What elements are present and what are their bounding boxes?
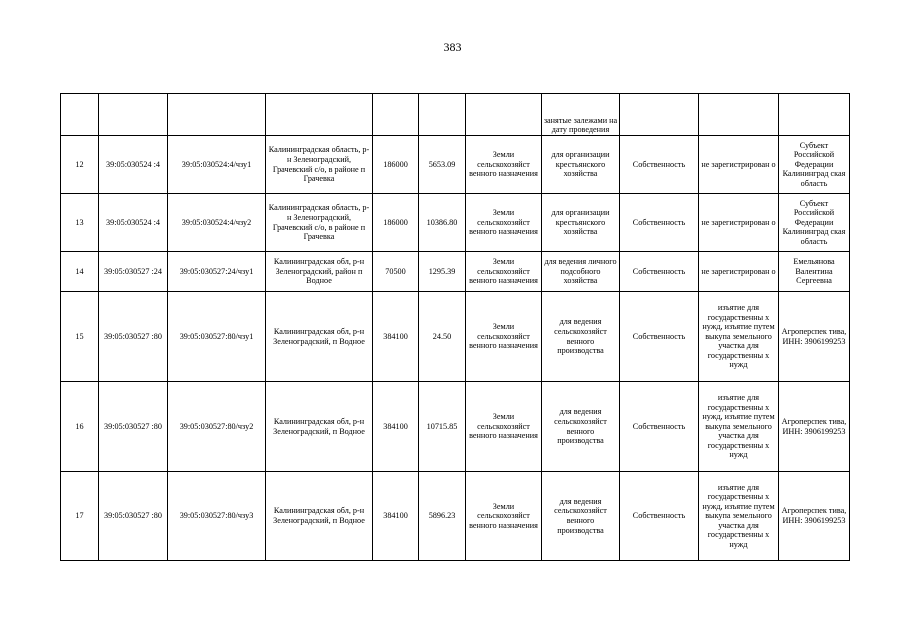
right-type-cell: Собственность [620,292,699,382]
encumbrance-cell: не зарегистрирован о [699,194,779,252]
total-area-cell: 186000 [373,136,419,194]
part-area-cell [419,94,466,136]
permitted-use-cell: занятые залежами на дату проведения [542,94,620,136]
land-category-cell: Земли сельскохозяйст венного назначения [466,382,542,472]
part-area-cell: 24.50 [419,292,466,382]
permitted-use-cell: для организации крестьянского хозяйства [542,194,620,252]
owner-cell: Агроперспек тива, ИНН: 3906199253 [779,292,850,382]
address-cell: Калининградская область, р-н Зеленоградский, Грачевский с/о, в районе п Грачевка [266,136,373,194]
cadastral-number-cell: 39:05:030527 :80 [99,472,168,561]
table-row [61,472,850,561]
page-number: 383 [443,40,462,54]
address-cell: Калининградская обл, р-н Зеленоградский, п Водное [266,292,373,382]
owner-cell: Емельянова Валентина Сергеевна [779,252,850,292]
table-row [61,194,850,252]
encumbrance-cell: не зарегистрирован о [699,136,779,194]
owner-cell [779,94,850,136]
row-number-cell [61,94,99,136]
row-number-cell: 13 [61,194,99,252]
owner-cell: Агроперспек тива, ИНН: 3906199253 [779,382,850,472]
total-area-cell: 384100 [373,382,419,472]
row-number-cell: 15 [61,292,99,382]
total-area-cell: 186000 [373,194,419,252]
part-number-cell: 39:05:030527:80/чзу3 [168,472,266,561]
table-row [61,382,850,472]
part-number-cell: 39:05:030524:4/чзу2 [168,194,266,252]
address-cell: Калининградская область, р-н Зеленоградский, Грачевский с/о, в районе п Грачевка [266,194,373,252]
owner-cell: Субъект Российской Федерации Калининград ская область [779,194,850,252]
table-body [61,94,850,561]
part-number-cell [168,94,266,136]
cadastral-number-cell: 39:05:030524 :4 [99,136,168,194]
row-number-cell: 16 [61,382,99,472]
table-row [61,94,850,136]
right-type-cell: Собственность [620,382,699,472]
part-area-cell: 5653.09 [419,136,466,194]
land-category-cell: Земли сельскохозяйст венного назначения [466,136,542,194]
part-area-cell: 10715.85 [419,382,466,472]
right-type-cell: Собственность [620,252,699,292]
permitted-use-cell: для ведения сельскохозяйст венного производства [542,472,620,561]
part-number-cell: 39:05:030527:80/чзу2 [168,382,266,472]
row-number-cell: 12 [61,136,99,194]
cadastral-number-cell: 39:05:030527 :80 [99,382,168,472]
encumbrance-cell: изъятие для государственны х нужд, изъятие путем выкупа земельного участка для государственны х нужд [699,292,779,382]
total-area-cell: 384100 [373,292,419,382]
encumbrance-cell: изъятие для государственны х нужд, изъятие путем выкупа земельного участка для государственны х нужд [699,472,779,561]
right-type-cell: Собственность [620,472,699,561]
right-type-cell [620,94,699,136]
cadastral-number-cell: 39:05:030527 :80 [99,292,168,382]
table-row [61,292,850,382]
cadastral-number-cell [99,94,168,136]
permitted-use-cell: для ведения сельскохозяйст венного производства [542,292,620,382]
address-cell: Калининградская обл, р-н Зеленоградский, п Водное [266,472,373,561]
encumbrance-cell: изъятие для государственны х нужд, изъятие путем выкупа земельного участка для государственны х нужд [699,382,779,472]
land-category-cell: Земли сельскохозяйст венного назначения [466,194,542,252]
permitted-use-cell: для ведения сельскохозяйст венного производства [542,382,620,472]
total-area-cell: 70500 [373,252,419,292]
address-cell: Калининградская обл, р-н Зеленоградский, п Водное [266,382,373,472]
encumbrance-cell: не зарегистрирован о [699,252,779,292]
encumbrance-cell [699,94,779,136]
row-number-cell: 14 [61,252,99,292]
part-number-cell: 39:05:030527:80/чзу1 [168,292,266,382]
table-row [61,252,850,292]
owner-cell: Агроперспек тива, ИНН: 3906199253 [779,472,850,561]
total-area-cell: 384100 [373,472,419,561]
part-area-cell: 10386.80 [419,194,466,252]
table-row [61,136,850,194]
permitted-use-cell: для организации крестьянского хозяйства [542,136,620,194]
address-cell: Калининградская обл, р-н Зеленоградский, район п Водное [266,252,373,292]
land-category-cell: Земли сельскохозяйст венного назначения [466,292,542,382]
land-category-cell: Земли сельскохозяйст венного назначения [466,472,542,561]
land-category-cell [466,94,542,136]
row-number-cell: 17 [61,472,99,561]
part-number-cell: 39:05:030527:24/чзу1 [168,252,266,292]
cadastral-number-cell: 39:05:030524 :4 [99,194,168,252]
cadastral-number-cell: 39:05:030527 :24 [99,252,168,292]
right-type-cell: Собственность [620,136,699,194]
permitted-use-cell: для ведения личного подсобного хозяйства [542,252,620,292]
right-type-cell: Собственность [620,194,699,252]
part-area-cell: 1295.39 [419,252,466,292]
owner-cell: Субъект Российской Федерации Калининград ская область [779,136,850,194]
address-cell [266,94,373,136]
land-plots-table [60,93,850,561]
part-number-cell: 39:05:030524:4/чзу1 [168,136,266,194]
land-category-cell: Земли сельскохозяйст венного назначения [466,252,542,292]
part-area-cell: 5896.23 [419,472,466,561]
total-area-cell [373,94,419,136]
